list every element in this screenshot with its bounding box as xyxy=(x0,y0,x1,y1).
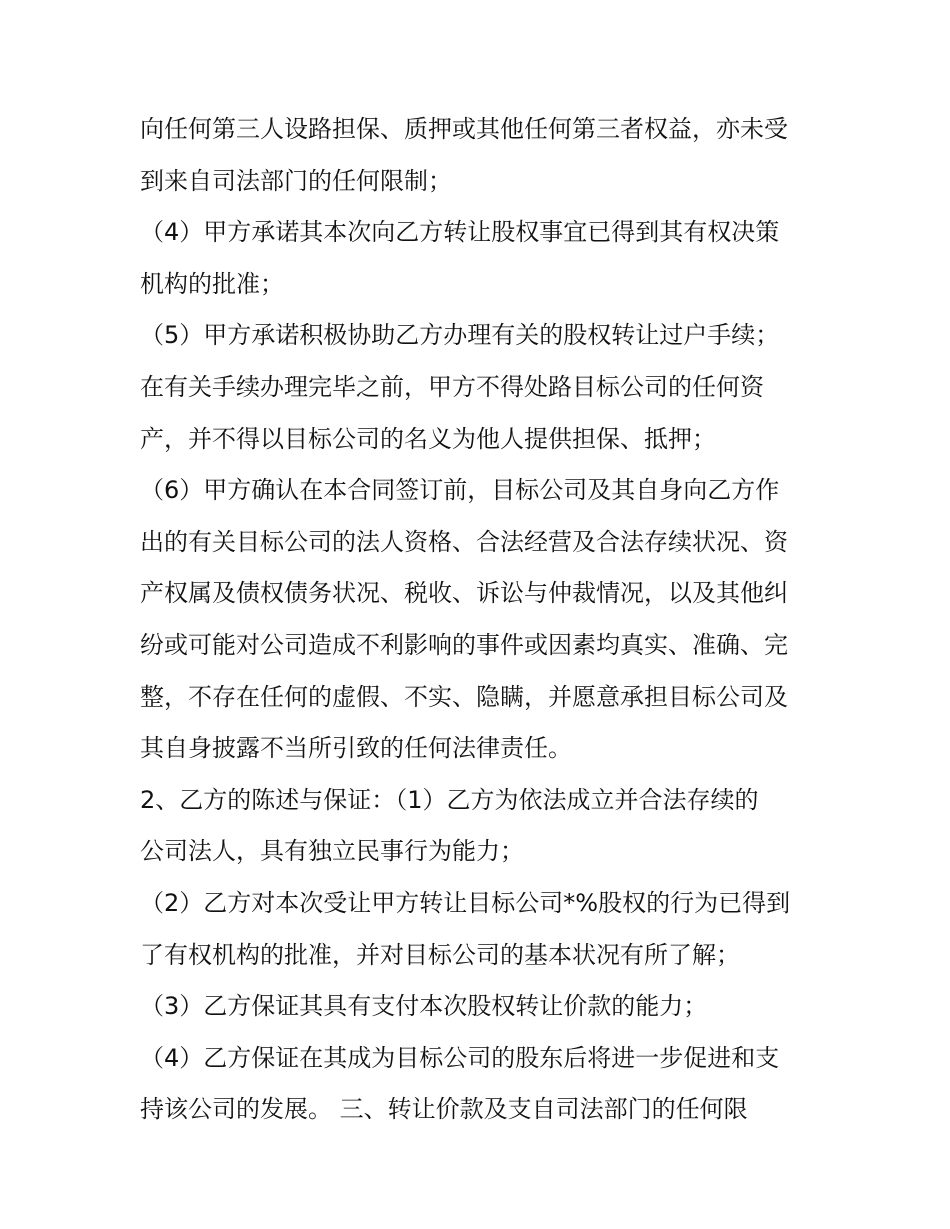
text-line: （4）乙方保证在其成为目标公司的股东后将进一步促进和支 xyxy=(140,1043,780,1072)
document-body xyxy=(140,104,820,1136)
text-line: 产权属及债权债务状况、税收、诉讼与仲裁情况，以及其他纠 xyxy=(140,579,788,608)
text-line: 向任何第三人设路担保、质押或其他任何第三者权益，亦未受 xyxy=(140,115,788,143)
text-line: 纷或可能对公司造成不利影响的事件或因素均真实、准确、完 xyxy=(140,630,788,659)
text-line: （6）甲方确认在本合同签订前，目标公司及其自身向乙方作 xyxy=(140,476,780,505)
text-line: 产，并不得以目标公司的名义为他人提供担保、抵押； xyxy=(140,424,716,453)
text-line: （2）乙方对本次受让甲方转让目标公司*%股权的行为已得到 xyxy=(140,888,791,917)
text-line: （3）乙方保证其具有支付本次股权转让价款的能力； xyxy=(140,992,708,1021)
text-line: 2、乙方的陈述与保证：（1）乙方为依法成立并合法存续的 xyxy=(140,785,759,814)
text-line: （5）甲方承诺积极协助乙方办理有关的股权转让过户手续； xyxy=(140,321,780,350)
text-line: 公司法人，具有独立民事行为能力； xyxy=(140,837,524,866)
text-line: 在有关手续办理完毕之前，甲方不得处路目标公司的任何资 xyxy=(140,372,764,401)
text-line: 持该公司的发展。 三、转让价款及支自司法部门的任何限 xyxy=(140,1095,748,1124)
text-line: 了有权机构的批准，并对目标公司的基本状况有所了解； xyxy=(140,940,740,969)
text-line: 到来自司法部门的任何限制； xyxy=(140,166,452,195)
text-line: 出的有关目标公司的法人资格、合法经营及合法存续状况、资 xyxy=(140,527,788,556)
text-line: 其自身披露不当所引致的任何法律责任。 xyxy=(140,734,572,763)
text-line: 机构的批准； xyxy=(140,269,284,298)
text-line: 整，不存在任何的虚假、不实、隐瞒，并愿意承担目标公司及 xyxy=(140,682,788,711)
text-line: （4）甲方承诺其本次向乙方转让股权事宜已得到其有权决策 xyxy=(140,218,780,247)
